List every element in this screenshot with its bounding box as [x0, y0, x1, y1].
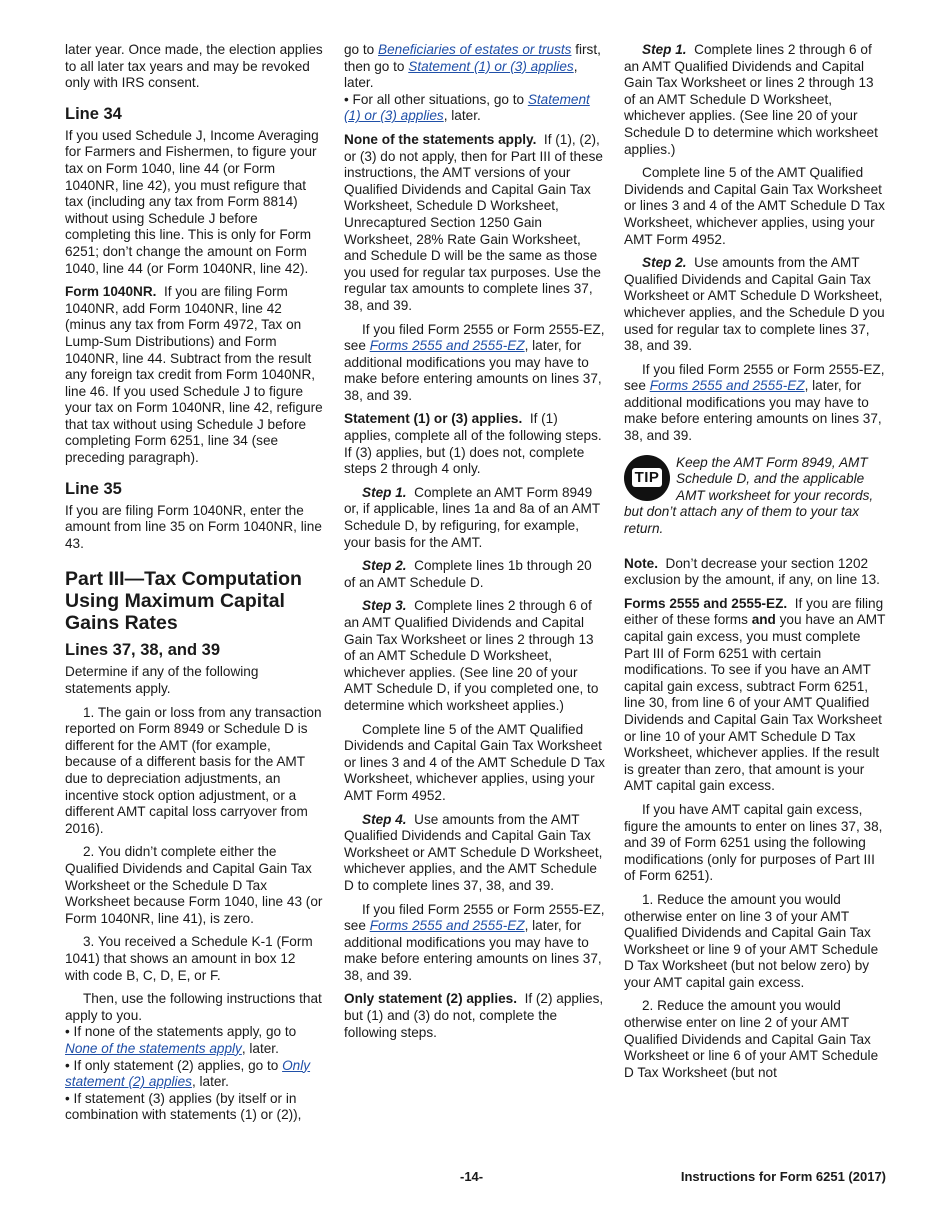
bullet-item: • If none of the statements apply, go to None of the statements apply, later. [65, 1024, 297, 1056]
step-2: Step 2. Complete lines 1b through 20 of an AMT Schedule D. [344, 558, 592, 590]
bullet-item-continued: go to Beneficiaries of estates or trusts first, then go to Statement (1) or (3) applies, later. [344, 42, 601, 91]
paragraph: Complete line 5 of the AMT Qualified Dividends and Capital Gain Tax Worksheet or lines 3 and 4 of the AMT Schedule D Tax Worksheet, whichever applies, using your AMT Form 4952. [344, 721, 605, 803]
tip-box [624, 455, 886, 538]
link-statement-1-or-3-applies[interactable]: Statement (1) or (3) applies [408, 58, 574, 74]
paragraph: If you filed Form 2555 or Form 2555-EZ, see Forms 2555 and 2555-EZ, later, for additional modifications you may have to make before entering amounts on lines 37, 38, and 39. [344, 901, 605, 983]
run-in-heading: Note. [624, 555, 658, 571]
document-title: Instructions for Form 6251 (2017) [680, 1169, 886, 1184]
link-forms-2555-and-2555-ez[interactable]: Forms 2555 and 2555-EZ [369, 918, 525, 934]
link-forms-2555-and-2555-ez[interactable]: Forms 2555 and 2555-EZ [369, 338, 525, 354]
link-none-of-the-statements-apply[interactable]: None of the statements apply [65, 1040, 242, 1056]
run-in-heading: Forms 2555 and 2555-EZ. [624, 595, 788, 611]
bullet-item: • For all other situations, go to Statement (1) or (3) applies, later. [344, 91, 590, 124]
paragraph-only-statement-2: Only statement (2) applies. If (2) applies, but (1) and (3) do not, complete the following steps. [344, 991, 604, 1040]
statement-2: 2. You didn’t complete either the Qualified Dividends and Capital Gain Tax Worksheet or the Schedule D Tax Worksheet because Form 1040, line 43 (or Form 1040NR, line 41), is zero. [65, 844, 323, 926]
bullet-item: • If statement (3) applies (by itself or in combination with statements (1) or (2)), [65, 1090, 302, 1123]
heading-line-35: Line 35 [65, 479, 122, 498]
paragraph-note: Note. Don’t decrease your section 1202 exclusion by the amount, if any, on line 13. [624, 555, 880, 588]
tip-text: Keep the AMT Form 8949, AMT Schedule D, and the applicable AMT worksheet for your records, but don’t attach any of them to your tax return. [624, 454, 874, 537]
paragraph-statement-1-or-3: Statement (1) or (3) applies. If (1) applies, complete all of the following steps. If (3) applies, but (1) does not, complete steps 2 through 4 only. [344, 411, 602, 477]
column-3 [624, 42, 886, 1088]
modification-1: 1. Reduce the amount you would otherwise enter on line 3 of your AMT Qualified Dividends and Capital Gain Tax Worksheet or line 9 of your AMT Schedule D Tax Worksheet (but not below zero) by your AMT capital gain excess. [624, 891, 879, 990]
link-only-statement-2-applies[interactable]: Only statement (2) applies [65, 1057, 311, 1090]
page-number: -14- [460, 1169, 484, 1184]
tip-icon: TIP [624, 455, 670, 501]
column-1 [65, 42, 323, 1124]
paragraph-forms-2555: Forms 2555 and 2555-EZ. If you are filing either of these forms and you have an AMT capital gain excess, you must complete Part III of Form 6251 with certain modifications. To see if you have an AMT capital gain excess, subtract Form 6251, line 30, from line 6 of your AMT Qualified Dividends and Capital Gain Tax Worksheet or line 10 of your AMT Schedule D Tax Worksheet, whichever applies. If the result is greater than zero, that amount is your AMT capital gain excess. [624, 595, 886, 794]
link-forms-2555-and-2555-ez[interactable]: Forms 2555 and 2555-EZ [649, 378, 805, 394]
run-in-heading: Form 1040NR. [65, 284, 157, 300]
heading-line-34: Line 34 [65, 104, 122, 123]
paragraph: If you filed Form 2555 or Form 2555-EZ, see Forms 2555 and 2555-EZ, later, for additional modifications you may have to make before entering amounts on lines 37, 38, and 39. [624, 361, 885, 444]
run-in-heading: Only statement (2) applies. [344, 991, 517, 1007]
paragraph: Complete line 5 of the AMT Qualified Dividends and Capital Gain Tax Worksheet or lines 3 and 4 of the AMT Schedule D Tax Worksheet, whichever applies, using your AMT Form 4952. [624, 165, 885, 247]
paragraph: If you used Schedule J, Income Averaging for Farmers and Fishermen, to figure your tax on Form 1040, line 44 (or Form 1040NR, line 42), you must refigure that tax (including any tax from Form 8814) without using Schedule J before completing this line. This is only for Form 6251; don’t change the amount on Form 1040, line 44 (or Form 1040NR, line 42). [65, 127, 319, 276]
step-1: Step 1. Complete an AMT Form 8949 or, if applicable, lines 1a and 8a of an AMT Schedule D, by refiguring, for example, your basis for the AMT. [344, 484, 600, 550]
paragraph: If you are filing Form 1040NR, enter the amount from line 35 on Form 1040NR, line 43. [65, 502, 322, 551]
paragraph-form-1040nr: Form 1040NR. If you are filing Form 1040NR, add Form 1040NR, line 42 (minus any tax from Form 4972, Tax on Lump-Sum Distributions) and Form 1040NR, line 44. Subtract from the result any foreign tax credit from Form 1040NR, line 46. If you used Schedule J to figure your tax on Form 1040NR, line 42, refigure that tax without using Schedule J before completing Form 6251, line 34 (see preceding paragraph). [65, 284, 323, 466]
paragraph: Then, use the following instructions that apply to you. [65, 991, 322, 1023]
run-in-heading: Statement (1) or (3) applies. [344, 411, 523, 427]
heading-part-iii: Part III—Tax Computation Using Maximum Capital Gains Rates [65, 568, 302, 635]
link-beneficiaries-of-estates-or-trusts[interactable]: Beneficiaries of estates or trusts [378, 42, 572, 57]
run-in-heading: None of the statements apply. [344, 131, 537, 147]
paragraph: later year. Once made, the election applies to all later tax years and may be revoked only with IRS consent. [65, 42, 323, 91]
paragraph: If you have AMT capital gain excess, figure the amounts to enter on lines 37, 38, and 39 of Form 6251 using the following modifications (only for purposes of Part III of Form 6251). [624, 801, 883, 884]
step-3: Step 3. Complete lines 2 through 6 of an AMT Qualified Dividends and Capital Gain Tax Worksheet or lines 2 through 13 of an AMT Schedule D Worksheet, whichever applies. (See line 20 of your AMT Schedule D, if you completed one, to determine which worksheet applies.) [344, 598, 599, 713]
column-2 [344, 42, 606, 1048]
paragraph: If you filed Form 2555 or Form 2555-EZ, see Forms 2555 and 2555-EZ, later, for additional modifications you may have to make before entering amounts on lines 37, 38, and 39. [344, 321, 605, 403]
bullet-item: • If only statement (2) applies, go to Only statement (2) applies, later. [65, 1057, 311, 1090]
step-4: Step 4. Use amounts from the AMT Qualified Dividends and Capital Gain Tax Worksheet or AMT Schedule D Worksheet, whichever applies, and the AMT Schedule D to complete lines 37, 38, and 39. [344, 811, 603, 893]
step-2: Step 2. Use amounts from the AMT Qualified Dividends and Capital Gain Tax Worksheet or AMT Schedule D Worksheet, whichever applies, and the Schedule D you used for regular tax to complete lines 37, 38, and 39. [624, 255, 885, 354]
link-statement-1-or-3-applies[interactable]: Statement (1) or (3) applies [344, 91, 590, 124]
paragraph-none-apply: None of the statements apply. If (1), (2), or (3) do not apply, then for Part III of these instructions, the AMT versions of your Qualified Dividends and Capital Gain Tax Worksheet, Schedule D Worksheet, Unrecaptured Section 1250 Gain Worksheet, 28% Rate Gain Worksheet, and Schedule D will be the same as those you used for regular tax purposes. Use the regular tax amounts to complete lines 37, 38, and 39. [344, 131, 603, 313]
step-1: Step 1. Complete lines 2 through 6 of an AMT Qualified Dividends and Capital Gain Tax Worksheet or lines 2 through 13 of an AMT Schedule D Worksheet, whichever applies. (See line 20 of your Schedule D to determine which worksheet applies.) [624, 42, 878, 157]
statement-3: 3. You received a Schedule K-1 (Form 1041) that shows an amount in box 12 with code B, C, D, E, or F. [65, 934, 313, 983]
heading-lines-37-38-39: Lines 37, 38, and 39 [65, 641, 220, 660]
statement-1: 1. The gain or loss from any transaction reported on Form 8949 or Schedule D is different for the AMT (for example, because of a different basis for the AMT due to depreciation adjustments, an incentive stock option adjustment, or a different AMT capital loss carryover from 2016). [65, 704, 322, 836]
modification-2: 2. Reduce the amount you would otherwise enter on line 2 of your AMT Qualified Dividends and Capital Gain Tax Worksheet or line 6 of your AMT Schedule D Tax Worksheet (but not [624, 998, 879, 1080]
paragraph: Determine if any of the following statements apply. [65, 664, 259, 697]
